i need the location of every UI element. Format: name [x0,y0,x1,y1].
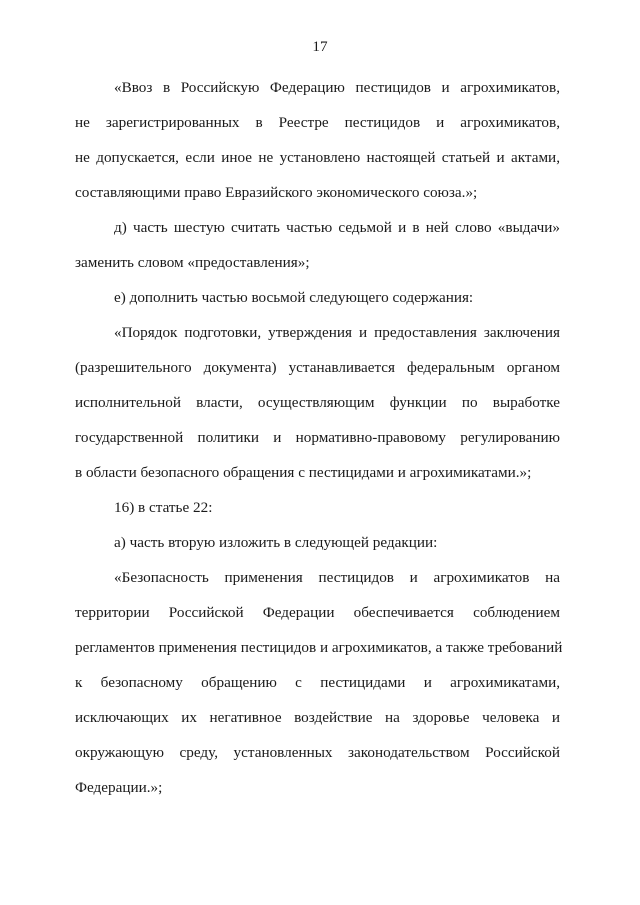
text-line: исключающих их негативное воздействие на здоровье человека и [75,709,560,726]
text-line: а) часть вторую изложить в следующей редакции: [114,534,438,551]
text-line: не зарегистрированных в Реестре пестицидов и агрохимикатов, [75,114,560,131]
text-line: составляющими право Евразийского экономического союза.»; [75,184,478,201]
text-line: 16) в статье 22: [114,499,213,516]
text-line: территории Российской Федерации обеспечивается соблюдением [75,604,560,621]
text-line: (разрешительного документа) устанавливается федеральным органом [75,359,560,376]
text-line: в области безопасного обращения с пестицидами и агрохимикатами.»; [75,464,532,481]
text-line: д) часть шестую считать частью седьмой и в ней слово «выдачи» [114,219,560,236]
text-line: исполнительной власти, осуществляющим функции по выработке [75,394,560,411]
page-number: 17 [312,38,328,55]
text-line: заменить словом «предоставления»; [75,254,310,271]
text-line: регламентов применения пестицидов и агрохимикатов, а также требований [75,639,563,656]
text-line: «Безопасность применения пестицидов и агрохимикатов на [114,569,560,586]
text-line: не допускается, если иное не установлено настоящей статьей и актами, [75,149,560,166]
text-line: окружающую среду, установленных законодательством Российской [75,744,560,761]
text-line: «Порядок подготовки, утверждения и предоставления заключения [114,324,560,341]
text-line: е) дополнить частью восьмой следующего содержания: [114,289,474,306]
text-line: «Ввоз в Российскую Федерацию пестицидов и агрохимикатов, [114,79,560,96]
text-line: Федерации.»; [75,779,163,796]
text-line: государственной политики и нормативно-правовому регулированию [75,429,560,446]
text-line: к безопасному обращению с пестицидами и агрохимикатами, [75,674,560,691]
